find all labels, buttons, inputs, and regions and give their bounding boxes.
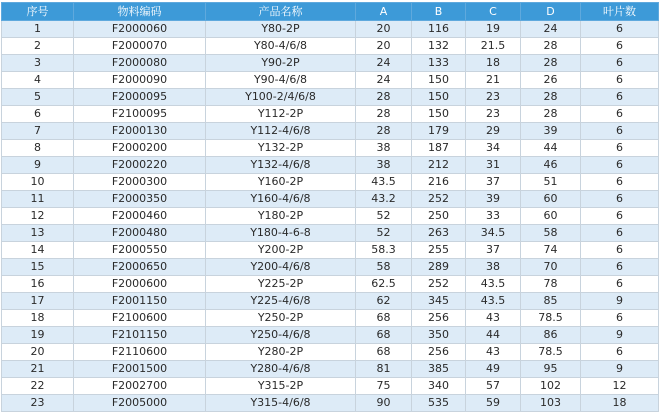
cell-index: 1 — [2, 21, 74, 38]
table-row — [2, 123, 659, 140]
cell-a: 24 — [356, 72, 412, 89]
cell-b: 216 — [412, 174, 466, 191]
table-row — [2, 395, 659, 412]
cell-blade-count: 6 — [581, 191, 659, 208]
cell-c: 43.5 — [466, 293, 521, 310]
header-product-name: 产品名称 — [206, 3, 356, 21]
table-row — [2, 72, 659, 89]
cell-index: 8 — [2, 140, 74, 157]
cell-material-code: F2001500 — [74, 361, 206, 378]
cell-material-code: F2000480 — [74, 225, 206, 242]
cell-b: 116 — [412, 21, 466, 38]
cell-blade-count: 6 — [581, 174, 659, 191]
cell-b: 350 — [412, 327, 466, 344]
cell-c: 34.5 — [466, 225, 521, 242]
cell-blade-count: 6 — [581, 72, 659, 89]
cell-blade-count: 6 — [581, 106, 659, 123]
cell-c: 33 — [466, 208, 521, 225]
cell-product-name: Y250-2P — [206, 310, 356, 327]
cell-d: 70 — [521, 259, 581, 276]
cell-a: 52 — [356, 225, 412, 242]
cell-b: 340 — [412, 378, 466, 395]
cell-blade-count: 6 — [581, 208, 659, 225]
cell-c: 59 — [466, 395, 521, 412]
table-header — [2, 3, 659, 21]
table-row — [2, 38, 659, 55]
cell-material-code: F2110600 — [74, 344, 206, 361]
cell-product-name: Y90-2P — [206, 55, 356, 72]
cell-a: 68 — [356, 310, 412, 327]
cell-product-name: Y180-2P — [206, 208, 356, 225]
cell-index: 3 — [2, 55, 74, 72]
table-row — [2, 191, 659, 208]
header-c: C — [466, 3, 521, 21]
cell-material-code: F2000550 — [74, 242, 206, 259]
cell-d: 78 — [521, 276, 581, 293]
cell-material-code: F2000650 — [74, 259, 206, 276]
header-index: 序号 — [2, 3, 74, 21]
cell-d: 74 — [521, 242, 581, 259]
cell-d: 95 — [521, 361, 581, 378]
cell-a: 28 — [356, 106, 412, 123]
cell-blade-count: 6 — [581, 55, 659, 72]
cell-c: 37 — [466, 242, 521, 259]
cell-b: 263 — [412, 225, 466, 242]
cell-product-name: Y225-2P — [206, 276, 356, 293]
cell-a: 20 — [356, 38, 412, 55]
cell-d: 78.5 — [521, 344, 581, 361]
table-row — [2, 242, 659, 259]
table-row — [2, 140, 659, 157]
cell-c: 31 — [466, 157, 521, 174]
cell-b: 535 — [412, 395, 466, 412]
table-row — [2, 344, 659, 361]
cell-a: 58 — [356, 259, 412, 276]
cell-product-name: Y80-2P — [206, 21, 356, 38]
cell-d: 58 — [521, 225, 581, 242]
table-row — [2, 327, 659, 344]
cell-a: 62 — [356, 293, 412, 310]
cell-b: 132 — [412, 38, 466, 55]
cell-index: 18 — [2, 310, 74, 327]
cell-product-name: Y160-4/6/8 — [206, 191, 356, 208]
cell-material-code: F2002700 — [74, 378, 206, 395]
cell-index: 20 — [2, 344, 74, 361]
cell-index: 9 — [2, 157, 74, 174]
table-row — [2, 55, 659, 72]
table-row — [2, 225, 659, 242]
cell-material-code: F2000130 — [74, 123, 206, 140]
cell-a: 20 — [356, 21, 412, 38]
cell-blade-count: 6 — [581, 21, 659, 38]
header-b: B — [412, 3, 466, 21]
cell-c: 19 — [466, 21, 521, 38]
cell-d: 28 — [521, 89, 581, 106]
cell-index: 15 — [2, 259, 74, 276]
cell-index: 12 — [2, 208, 74, 225]
cell-b: 187 — [412, 140, 466, 157]
cell-c: 23 — [466, 89, 521, 106]
header-row — [2, 3, 659, 21]
cell-d: 51 — [521, 174, 581, 191]
cell-b: 255 — [412, 242, 466, 259]
table-body — [2, 21, 659, 412]
cell-index: 16 — [2, 276, 74, 293]
cell-product-name: Y315-4/6/8 — [206, 395, 356, 412]
cell-material-code: F2001150 — [74, 293, 206, 310]
cell-b: 250 — [412, 208, 466, 225]
cell-a: 28 — [356, 123, 412, 140]
cell-material-code: F2000600 — [74, 276, 206, 293]
cell-index: 4 — [2, 72, 74, 89]
cell-blade-count: 6 — [581, 310, 659, 327]
cell-c: 38 — [466, 259, 521, 276]
cell-c: 29 — [466, 123, 521, 140]
cell-blade-count: 12 — [581, 378, 659, 395]
cell-blade-count: 9 — [581, 361, 659, 378]
cell-product-name: Y250-4/6/8 — [206, 327, 356, 344]
cell-d: 28 — [521, 55, 581, 72]
cell-product-name: Y280-2P — [206, 344, 356, 361]
table-row — [2, 21, 659, 38]
cell-product-name: Y315-2P — [206, 378, 356, 395]
cell-b: 252 — [412, 191, 466, 208]
table-row — [2, 208, 659, 225]
cell-product-name: Y180-4-6-8 — [206, 225, 356, 242]
cell-d: 85 — [521, 293, 581, 310]
cell-index: 10 — [2, 174, 74, 191]
cell-product-name: Y200-2P — [206, 242, 356, 259]
cell-material-code: F2000200 — [74, 140, 206, 157]
table-row — [2, 378, 659, 395]
cell-product-name: Y132-4/6/8 — [206, 157, 356, 174]
header-blade-count: 叶片数 — [581, 3, 659, 21]
cell-c: 23 — [466, 106, 521, 123]
table-row — [2, 361, 659, 378]
cell-d: 26 — [521, 72, 581, 89]
table-row — [2, 157, 659, 174]
cell-d: 78.5 — [521, 310, 581, 327]
cell-material-code: F2000070 — [74, 38, 206, 55]
cell-index: 13 — [2, 225, 74, 242]
cell-c: 43 — [466, 310, 521, 327]
cell-material-code: F2000460 — [74, 208, 206, 225]
cell-c: 57 — [466, 378, 521, 395]
cell-blade-count: 6 — [581, 38, 659, 55]
cell-c: 43 — [466, 344, 521, 361]
cell-index: 22 — [2, 378, 74, 395]
cell-d: 28 — [521, 38, 581, 55]
cell-blade-count: 9 — [581, 327, 659, 344]
cell-material-code: F2000300 — [74, 174, 206, 191]
cell-d: 46 — [521, 157, 581, 174]
header-material-code: 物料编码 — [74, 3, 206, 21]
cell-c: 18 — [466, 55, 521, 72]
cell-blade-count: 6 — [581, 259, 659, 276]
cell-b: 252 — [412, 276, 466, 293]
cell-b: 179 — [412, 123, 466, 140]
cell-blade-count: 6 — [581, 276, 659, 293]
cell-d: 86 — [521, 327, 581, 344]
cell-index: 5 — [2, 89, 74, 106]
cell-a: 68 — [356, 327, 412, 344]
table-row — [2, 276, 659, 293]
cell-b: 150 — [412, 89, 466, 106]
cell-a: 43.5 — [356, 174, 412, 191]
cell-blade-count: 18 — [581, 395, 659, 412]
table-row — [2, 310, 659, 327]
cell-material-code: F2005000 — [74, 395, 206, 412]
cell-d: 103 — [521, 395, 581, 412]
header-a: A — [356, 3, 412, 21]
table-row — [2, 89, 659, 106]
cell-a: 75 — [356, 378, 412, 395]
cell-a: 52 — [356, 208, 412, 225]
cell-material-code: F2000090 — [74, 72, 206, 89]
cell-c: 34 — [466, 140, 521, 157]
cell-b: 150 — [412, 106, 466, 123]
cell-a: 28 — [356, 89, 412, 106]
cell-blade-count: 6 — [581, 225, 659, 242]
cell-product-name: Y160-2P — [206, 174, 356, 191]
cell-a: 38 — [356, 157, 412, 174]
cell-c: 21.5 — [466, 38, 521, 55]
cell-b: 256 — [412, 344, 466, 361]
cell-b: 289 — [412, 259, 466, 276]
cell-b: 385 — [412, 361, 466, 378]
cell-d: 44 — [521, 140, 581, 157]
cell-d: 60 — [521, 191, 581, 208]
table-row — [2, 106, 659, 123]
cell-blade-count: 6 — [581, 123, 659, 140]
cell-b: 256 — [412, 310, 466, 327]
cell-a: 62.5 — [356, 276, 412, 293]
cell-product-name: Y132-2P — [206, 140, 356, 157]
cell-a: 38 — [356, 140, 412, 157]
cell-product-name: Y90-4/6/8 — [206, 72, 356, 89]
cell-c: 49 — [466, 361, 521, 378]
cell-a: 58.3 — [356, 242, 412, 259]
cell-d: 28 — [521, 106, 581, 123]
table-row — [2, 259, 659, 276]
cell-material-code: F2000220 — [74, 157, 206, 174]
cell-material-code: F2000095 — [74, 89, 206, 106]
header-d: D — [521, 3, 581, 21]
cell-index: 17 — [2, 293, 74, 310]
cell-c: 21 — [466, 72, 521, 89]
cell-product-name: Y100-2/4/6/8 — [206, 89, 356, 106]
cell-material-code: F2000060 — [74, 21, 206, 38]
cell-b: 150 — [412, 72, 466, 89]
cell-blade-count: 6 — [581, 140, 659, 157]
cell-a: 81 — [356, 361, 412, 378]
cell-product-name: Y280-4/6/8 — [206, 361, 356, 378]
cell-d: 60 — [521, 208, 581, 225]
cell-d: 24 — [521, 21, 581, 38]
table-row — [2, 174, 659, 191]
cell-product-name: Y200-4/6/8 — [206, 259, 356, 276]
cell-a: 24 — [356, 55, 412, 72]
cell-index: 11 — [2, 191, 74, 208]
cell-c: 43.5 — [466, 276, 521, 293]
cell-c: 39 — [466, 191, 521, 208]
cell-index: 2 — [2, 38, 74, 55]
cell-blade-count: 6 — [581, 157, 659, 174]
cell-d: 39 — [521, 123, 581, 140]
cell-product-name: Y112-2P — [206, 106, 356, 123]
cell-index: 14 — [2, 242, 74, 259]
cell-material-code: F2100095 — [74, 106, 206, 123]
cell-b: 212 — [412, 157, 466, 174]
table-row — [2, 293, 659, 310]
cell-index: 19 — [2, 327, 74, 344]
cell-index: 6 — [2, 106, 74, 123]
fan-blade-spec-table — [1, 2, 659, 412]
cell-a: 90 — [356, 395, 412, 412]
cell-blade-count: 6 — [581, 242, 659, 259]
cell-b: 345 — [412, 293, 466, 310]
cell-a: 68 — [356, 344, 412, 361]
cell-b: 133 — [412, 55, 466, 72]
cell-index: 21 — [2, 361, 74, 378]
cell-product-name: Y112-4/6/8 — [206, 123, 356, 140]
cell-index: 7 — [2, 123, 74, 140]
cell-index: 23 — [2, 395, 74, 412]
cell-blade-count: 6 — [581, 89, 659, 106]
cell-c: 44 — [466, 327, 521, 344]
cell-material-code: F2101150 — [74, 327, 206, 344]
cell-material-code: F2100600 — [74, 310, 206, 327]
cell-material-code: F2000350 — [74, 191, 206, 208]
cell-material-code: F2000080 — [74, 55, 206, 72]
cell-blade-count: 9 — [581, 293, 659, 310]
cell-d: 102 — [521, 378, 581, 395]
cell-product-name: Y225-4/6/8 — [206, 293, 356, 310]
cell-c: 37 — [466, 174, 521, 191]
cell-product-name: Y80-4/6/8 — [206, 38, 356, 55]
cell-a: 43.2 — [356, 191, 412, 208]
cell-blade-count: 6 — [581, 344, 659, 361]
